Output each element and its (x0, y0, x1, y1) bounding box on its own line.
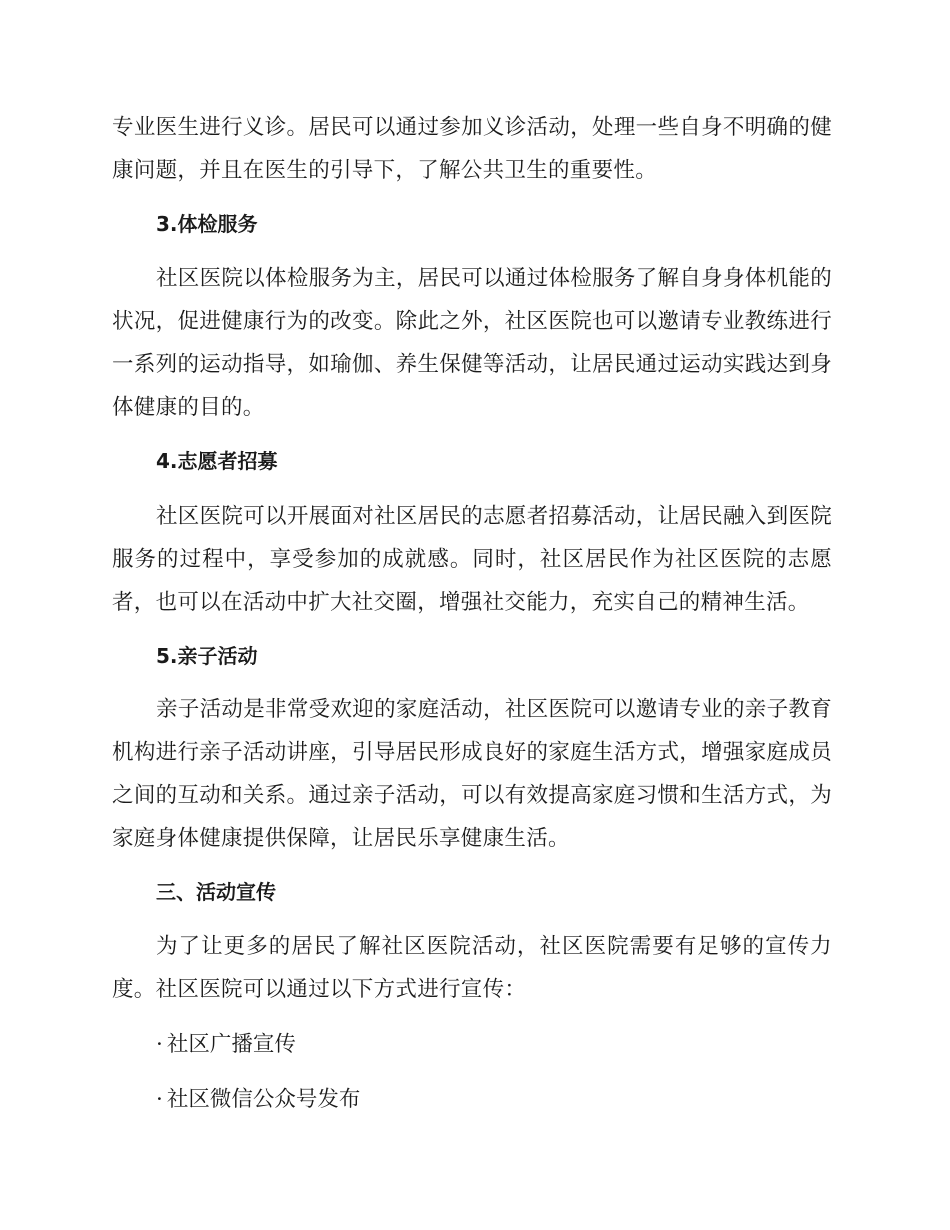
section-paragraph-promotion: 为了让更多的居民了解社区医院活动，社区医院需要有足够的宣传力度。社区医院可以通过以下方式进行宣传： (112, 934, 832, 1002)
section-heading-promotion: 三、活动宣传 (156, 880, 276, 904)
section-paragraph-parent-child: 亲子活动是非常受欢迎的家庭活动，社区医院可以邀请专业的亲子教育机构进行亲子活动讲座，引导居民形成良好的家庭生活方式，增强家庭成员之间的互动和关系。通过亲子活动，可以有效提高家庭习惯和生活方式，为家庭身体健康提供保障，让居民乐享健康生活。 (112, 697, 832, 851)
section-paragraph-volunteer: 社区医院可以开展面对社区居民的志愿者招募活动，让居民融入到医院服务的过程中，享受参加的成就感。同时，社区居民作为社区医院的志愿者，也可以在活动中扩大社交圈，增强社交能力，充实自己的精神生活。 (112, 504, 832, 615)
continuation-paragraph: 专业医生进行义诊。居民可以通过参加义诊活动，处理一些自身不明确的健康问题，并且在医生的引导下，了解公共卫生的重要性。 (112, 115, 832, 183)
bullet-marker: · (156, 1032, 163, 1057)
bullet-text: 社区广播宣传 (166, 1032, 296, 1057)
section-heading-physical-exam: 3.体检服务 (156, 212, 258, 236)
bullet-item (156, 1085, 876, 1115)
section-paragraph-physical-exam: 社区医院以体检服务为主，居民可以通过体检服务了解自身身体机能的状况，促进健康行为的改变。除此之外，社区医院也可以邀请专业教练进行一系列的运动指导，如瑜伽、养生保健等活动，让居民通过运动实践达到身体健康的目的。 (112, 266, 832, 420)
section-heading-volunteer: 4.志愿者招募 (156, 449, 278, 473)
bullet-text: 社区微信公众号发布 (166, 1087, 361, 1112)
bullet-marker: · (156, 1087, 163, 1112)
bullet-item (156, 1030, 876, 1060)
section-heading-parent-child: 5.亲子活动 (156, 644, 258, 668)
